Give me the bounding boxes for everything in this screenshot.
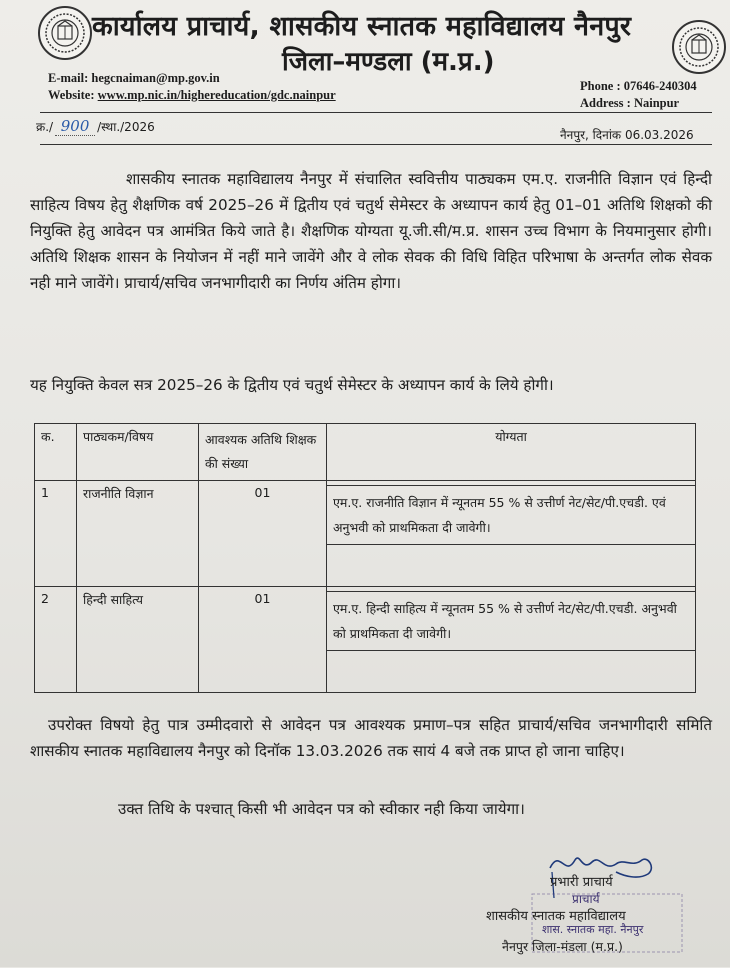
signature-district: नैनपुर जिला-मंडला (म.प्र.) bbox=[502, 939, 623, 954]
ref-suffix: /स्था./2026 bbox=[97, 120, 155, 134]
office-title: कार्यालय प्राचार्य, शासकीय स्नातक महाविद्यालय नैनपुर bbox=[92, 11, 632, 42]
cell-sno: 1 bbox=[35, 481, 77, 587]
col-header-subject: पाठ्यकम/विषय bbox=[77, 424, 199, 481]
signature-college: शासकीय स्नातक महाविद्यालय bbox=[486, 909, 626, 924]
phone-label: Phone : bbox=[580, 79, 621, 93]
emblem-icon bbox=[43, 11, 87, 55]
cell-qualification: एम.ए. हिन्दी साहित्य में न्यूनतम 55 % से उत्तीर्ण नेट/सेट/पी.एचडी. अनुभवी को प्राथमिकता दी जावेगी। bbox=[326, 591, 695, 651]
address-label: Address : bbox=[580, 96, 631, 110]
header-divider bbox=[40, 112, 712, 113]
cell-subject: राजनीति विज्ञान bbox=[77, 481, 199, 587]
col-header-sno: क. bbox=[35, 424, 77, 481]
notice-paragraph-1: शासकीय स्नातक महाविद्यालय नैनपुर में संचालित स्ववित्तीय पाठ्यकम एम.ए. राजनीति विज्ञान एवं हिन्दी साहित्य विषय हेतु शैक्षणिक वर्ष 2025–26 में द्वितीय एवं चतुर्थ सेमेस्टर के अध्यापन कार्य हेतु 01–01 अतिथि शिक्षको की नियुक्ति हेतु आवेदन पत्र आमंत्रित किये जाते है। शैक्षणिक योग्यता यू.जी.सी/म.प्र. शासन उच्च विभाग के नियमानुसार होगी। अतिथि शिक्षक शासन के नियोजन में नहीं माने जावेंगे और वे लोक सेवक की विधि विहित परिभाषा के अन्तर्गत लोक सेवक नही माने जावेंगे। प्राचार्य/सचिव जनभागीदारी का निर्णय अंतिम होगा। bbox=[30, 170, 712, 292]
cell-qualification: एम.ए. राजनीति विज्ञान में न्यूनतम 55 % से उत्तीर्ण नेट/सेट/पी.एचडी. एवं अनुभवी को प्राथमिकता दी जावेगी। bbox=[326, 485, 695, 545]
email-address[interactable]: hegcnaiman@mp.gov.in bbox=[91, 71, 220, 85]
college-emblem-right bbox=[672, 20, 726, 74]
reference-number bbox=[36, 117, 155, 136]
contact-info-right bbox=[580, 78, 697, 112]
stamp-college: शास. स्नातक महा. नैनपुर bbox=[542, 923, 644, 936]
office-district: जिला–मण्डला (म.प्र.) bbox=[282, 47, 495, 77]
cell-sno: 2 bbox=[35, 587, 77, 693]
table-row bbox=[35, 481, 696, 587]
ref-handwritten-number: 900 bbox=[55, 117, 95, 136]
vacancy-table bbox=[34, 423, 696, 693]
reference-divider bbox=[40, 144, 712, 145]
ref-prefix: क्र./ bbox=[36, 120, 54, 134]
col-header-qualification: योग्यता bbox=[327, 424, 696, 481]
table-row bbox=[35, 587, 696, 693]
website-link[interactable]: www.mp.nic.in/highereducation/gdc.nainpur bbox=[97, 88, 336, 102]
phone-number: 07646-240304 bbox=[623, 79, 697, 93]
notice-paragraph-2: यह नियुक्ति केवल सत्र 2025–26 के द्वितीय एवं चतुर्थ सेमेस्टर के अध्यापन कार्य के लिये होगी। bbox=[30, 376, 554, 394]
notice-paragraph-4: उक्त तिथि के पश्चात् किसी भी आवेदन पत्र को स्वीकार नही किया जायेगा। bbox=[118, 800, 525, 818]
college-emblem-left bbox=[38, 6, 92, 60]
email-label: E-mail: bbox=[48, 71, 89, 85]
cell-count: 01 bbox=[199, 587, 327, 693]
cell-subject: हिन्दी साहित्य bbox=[77, 587, 199, 693]
table-header-row bbox=[35, 424, 696, 481]
address-value: Nainpur bbox=[633, 96, 680, 110]
signature-title: प्रभारी प्राचार्य bbox=[550, 875, 613, 890]
notice-paragraph-3: उपरोक्त विषयो हेतु पात्र उम्मीदवारो से आवेदन पत्र आवश्यक प्रमाण–पत्र सहित प्राचार्य/सचिव जनभागीदारी समिति शासकीय स्नातक महाविद्यालय नैनपुर को दिनॉक 13.03.2026 तक सायं 4 बजे तक प्राप्त हो जाना चाहिए। bbox=[30, 716, 712, 760]
letter-date: नैनपुर, दिनांक 06.03.2026 bbox=[560, 128, 694, 142]
contact-info-left bbox=[48, 70, 336, 104]
website-label: Website: bbox=[48, 88, 95, 102]
col-header-count: आवश्यक अतिथि शिक्षक की संख्या bbox=[199, 424, 327, 481]
stamp-title: प्राचार्य bbox=[572, 892, 600, 906]
signature-block bbox=[486, 838, 720, 968]
emblem-icon bbox=[677, 25, 721, 69]
cell-count: 01 bbox=[199, 481, 327, 587]
